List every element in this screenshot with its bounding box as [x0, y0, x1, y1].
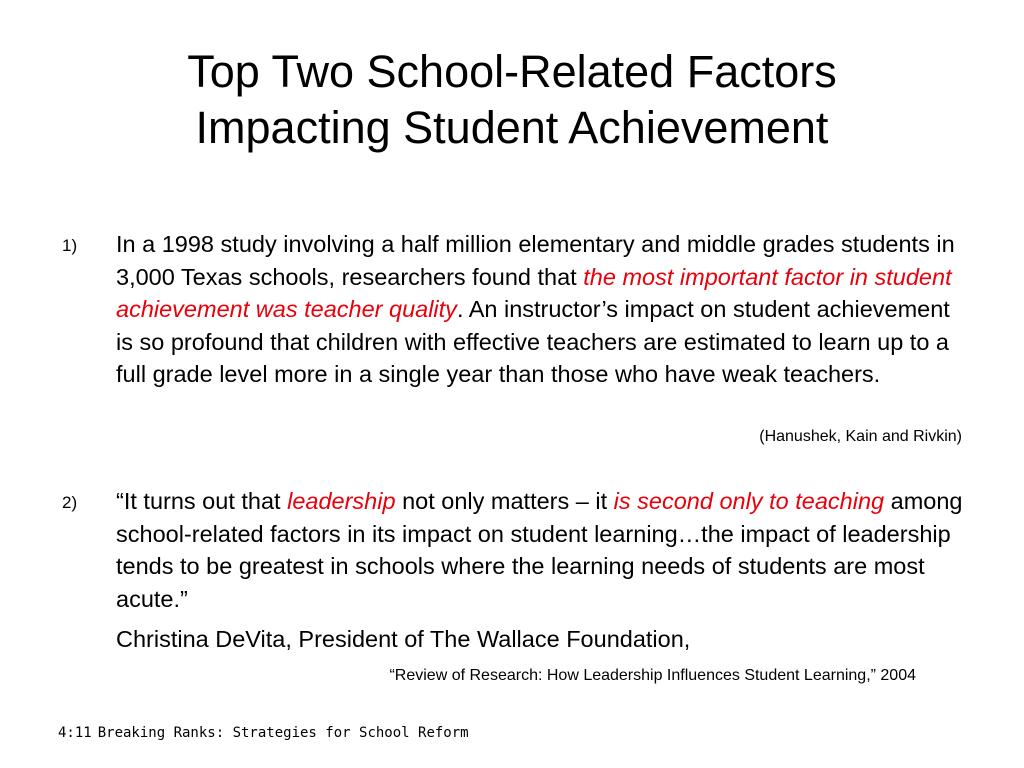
- slide-title-line-2: Impacting Student Achievement: [195, 102, 829, 153]
- point-2-text-segment: among school-related factors in its impact on student learning…the impact of leadership tends to be greatest in schools where the learning needs of students are most acute.”: [116, 488, 963, 612]
- point-2-text-segment: not only matters – it: [395, 488, 614, 514]
- footer-text: Breaking Ranks: Strategies for School Reform: [97, 725, 469, 741]
- point-1-text-segment: In a 1998 study involving a half million elementary and middle grades students in 3,000 Texas schools, researchers found that: [116, 231, 955, 290]
- point-1-text-segment: . An instructor’s impact on student achievement is so profound that children with effective teachers are estimated to learn up to a full grade level more in a single year than those who have weak teachers.: [116, 296, 950, 387]
- point-2-text-segment: “It turns out that: [116, 488, 288, 514]
- point-1-emphasis: the most important factor in student achievement was teacher quality: [116, 263, 952, 322]
- point-2-emphasis: is second only to teaching: [613, 488, 885, 514]
- slide-number: 4:11: [58, 725, 92, 741]
- slide-title: [0, 44, 1024, 156]
- slide-title-line-1: Top Two School-Related Factors: [187, 46, 837, 97]
- point-1-text: [116, 228, 966, 391]
- point-2-emphasis: leadership: [287, 488, 396, 514]
- point-2-text: [116, 485, 966, 615]
- point-2-citation: “Review of Research: How Leadership Influences Student Learning,” 2004: [389, 667, 916, 684]
- point-2-number: 2): [62, 493, 78, 512]
- point-1-citation: (Hanushek, Kain and Rivkin): [759, 428, 962, 445]
- point-1-number: 1): [62, 236, 78, 255]
- slide-footer: [58, 724, 469, 742]
- point-2-attribution: Christina DeVita, President of The Wallace Foundation,: [116, 626, 691, 652]
